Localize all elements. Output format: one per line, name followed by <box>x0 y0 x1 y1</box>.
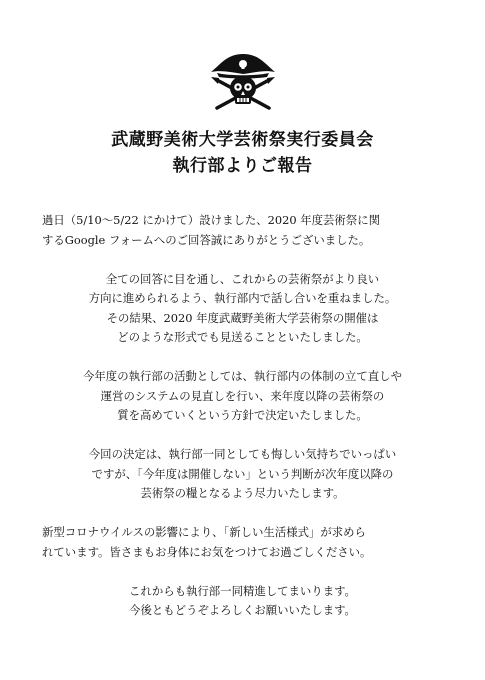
text-line: 新型コロナウイルスの影響により、「新しい生活様式」が求めら <box>42 525 366 539</box>
paragraph-commitment <box>40 445 445 504</box>
text-line: 全ての回答に目を通し、これからの芸術祭がより良い <box>105 271 380 286</box>
text-line: これからも執行部一同精進してまいります。 <box>129 583 356 598</box>
text-line: 質を高めていくという方針で決定いたしました。 <box>117 408 368 422</box>
paragraph-closing <box>40 582 445 621</box>
text-line: 今回の決定は、執行部一同としても悔しい気持ちでいっぱい <box>88 447 397 461</box>
text-line: その結果、2020 年度武蔵野美術大学芸術祭の開催は <box>106 310 379 325</box>
page-subtitle: 執行部よりご報告 <box>172 156 313 176</box>
paragraph-covid <box>40 523 445 562</box>
text-line: ですが、「今年度は開催しない」という判断が次年度以降の <box>91 466 394 481</box>
paragraph-survey-thanks <box>40 211 445 250</box>
text-line: 今後ともどうぞよろしくお願いいたします。 <box>129 603 356 617</box>
text-line: するGoogle フォームへのご回答誠にありがとうございました。 <box>42 232 371 247</box>
text-line: 過日（5/10〜5/22 にかけて）設けました、2020 年度芸術祭に関 <box>42 213 380 227</box>
paragraph-decision <box>40 270 445 348</box>
text-line: 芸術祭の糧となるよう尽力いたします。 <box>140 486 345 500</box>
pirate-skull-logo-icon <box>207 50 279 112</box>
text-line: 今年度の執行部の活動としては、執行部内の体制の立て直しや <box>83 369 402 383</box>
page-title: 武蔵野美術大学芸術祭実行委員会 <box>111 130 374 150</box>
text-line: れています。皆さまもお身体にお気をつけてお過ごしください。 <box>42 544 372 559</box>
announcement-body <box>40 211 445 640</box>
text-line: 運営のシステムの見直しを行い、来年度以降の芸術祭の <box>100 388 385 403</box>
text-line: 方向に進められるよう、執行部内で話し合いを重ねました。 <box>88 291 397 305</box>
text-line: どのような形式でも見送ることといたしました。 <box>117 330 368 344</box>
paragraph-activities <box>40 367 445 426</box>
